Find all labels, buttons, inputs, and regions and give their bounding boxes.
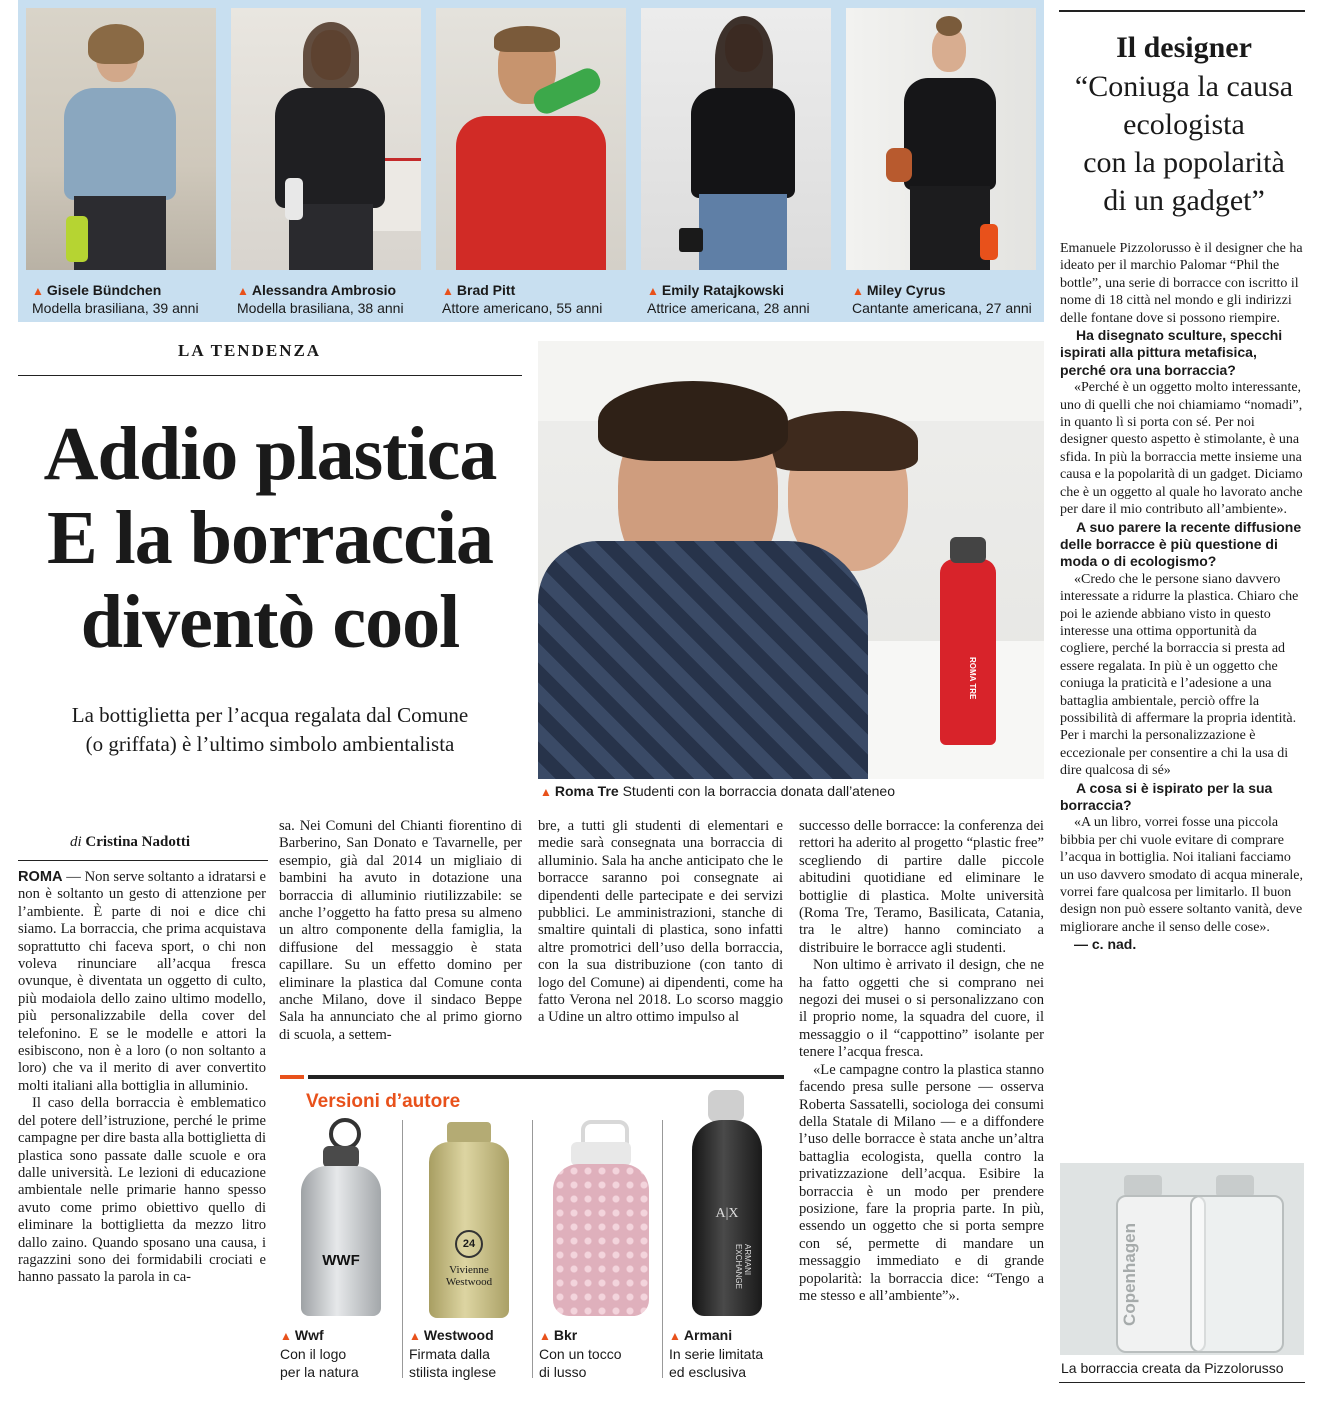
article-column-4 [799, 818, 1044, 1305]
caption-line: stilista inglese [409, 1364, 497, 1380]
subheadline [18, 701, 522, 759]
byline-prefix: di [70, 834, 82, 850]
celebrity-name: ▲ Gisele Bündchen [32, 282, 162, 298]
divider [18, 375, 522, 376]
celebrity-card [26, 8, 216, 316]
celebrity-photo [231, 8, 421, 270]
bottle-brand: Armani [683, 1327, 733, 1343]
bottle-mark: A|X [715, 1206, 739, 1221]
sidebar-title [1059, 68, 1309, 220]
divider [1059, 1382, 1305, 1383]
headline-line: diventò cool [80, 580, 460, 664]
triangle-icon: ▲ [669, 1329, 681, 1343]
caption-line: di lusso [539, 1364, 587, 1380]
article-column-2 [279, 818, 522, 1044]
celebrity-name: ▲ Alessandra Ambrosio [237, 282, 397, 298]
celebrity-description: Attore americano, 55 anni [442, 300, 603, 316]
triangle-icon: ▲ [539, 1329, 551, 1343]
bottle-caption [539, 1326, 659, 1381]
triangle-icon: ▲ [32, 284, 44, 298]
bottle-icon [940, 559, 996, 745]
bottle-mark: Vivienne Westwood [445, 1264, 493, 1288]
celebrity-name: ▲ Brad Pitt [442, 282, 516, 298]
bottle-westwood [407, 1112, 527, 1322]
celebrity-name: ▲ Emily Ratajkowski [647, 282, 785, 298]
interview-answer: «Perché è un oggetto molto interessante, uno di quelli che noi chiamiamo “nomadi”, in quanto lì si porta con sé. Per noi designer questo aspetto è stimolante, è una sfida. In più la borraccia mette insieme una causa e la popolarità di un gadget. Diciamo che è un oggetto al quale ho lavorato anche per dare il mio contributo all’ambiente». [1060, 380, 1303, 518]
dateline: ROMA [18, 869, 63, 885]
paragraph: Il caso della borraccia è emblematico del potere dell’istruzione, perché le prime campagne per dire basta alla bottiglietta di plastica sono passate dalle scuole e ora dalle università. Le lezioni di educazione ambientale nelle primarie hanno spesso avuto come primo obiettivo quello di eliminare la bottiglietta da mezzo litro dallo zaino. Quando sposano una causa, i ragazzini sono dei formidabili crociati e hanno passato la parola in ca- [18, 1095, 266, 1286]
headline [18, 412, 522, 664]
section-kicker: LA TENDENZA [178, 341, 322, 360]
bottle-brand: Bkr [553, 1327, 578, 1343]
caption-text: Studenti con la borraccia donata dall’ateneo [622, 783, 896, 799]
article-column-3 [538, 818, 783, 1027]
celebrity-card [641, 8, 831, 316]
celebrity-card [436, 8, 626, 316]
paragraph-text: — Non serve soltanto a idratarsi e non è soltanto un gesto di attenzione per l’ambiente. È parte di noi e dice chi siamo. La borraccia, che prima acquistava soprattutto chi faceva sport, o chi non voleva rinunciare all’acqua fresca ovunque, è diventata un oggetto di culto, più modaiola dello zaino ultimo modello, più personalizzabile della cover del telefonino. E se le modelle e attori la esibiscono, non è a loro (o non soltanto a loro) che va il merito di aver convertito molti italiani alla bottiglia in alluminio. [18, 869, 266, 1094]
paragraph: Non ultimo è arrivato il design, che ne ha fatto oggetti che si comprano nei negozi dei musei o si personalizzano con il proprio nome, la squadra del cuore, il messaggio o il “cappottino” isolante per tenere l’acqua fresca. [799, 957, 1044, 1061]
celebrity-strip [18, 0, 1044, 322]
divider [308, 1075, 784, 1079]
sidebar-title-line: “Coniuga la causa [1074, 70, 1294, 103]
bottle-caption [280, 1326, 398, 1381]
interview-answer: «Credo che le persone siano davvero interessate a ridurre la plastica. Chiaro che poi le aziende abbiano visto in questo interesse una ottima opportunità da cogliere, perché la borraccia si presta ad essere regalata. In più è un oggetto che coniuga la praticità e l’adesione a una battaglia ambientale, perciò offre la possibilità di affermare la propria identità. Per i marchi la personalizzazione è eccezionale per consentire a chi la usa di dire qualcosa di sé» [1060, 571, 1299, 779]
accent-bar [280, 1075, 304, 1079]
designer-bottle-photo [1060, 1163, 1304, 1355]
divider [1059, 10, 1305, 12]
paragraph: bre, a tutti gli studenti di elementari e medie sarà consegnata una borraccia di alluminio. Sala ha anche anticipato che le borracce saranno poi consegnate ai dipendenti delle partecipate e dei servizi pubblici. Le amministrazioni, stanche di smaltire quintali di plastica, sono infatti altre promotrici dell’uso della borraccia, con la sua distribuzione (con tanto di logo del Comune) ai dipendenti, come ha fatto Verona nel 2018. Lo scorso maggio a Udine un altro ottimo impulso al [538, 818, 783, 1026]
celebrity-photo [641, 8, 831, 270]
celebrity-card [846, 8, 1036, 316]
bottle-bkr [537, 1112, 657, 1322]
article-column-1 [18, 869, 266, 1287]
sidebar-kicker: Il designer [1116, 31, 1252, 64]
celebrity-photo [26, 8, 216, 270]
bottle-mark: Copenhagen [1120, 1223, 1139, 1326]
triangle-icon: ▲ [237, 284, 249, 298]
celebrity-description: Cantante americana, 27 anni [852, 300, 1032, 316]
bottle-mark: 24 [455, 1230, 483, 1258]
celebrity-name: ▲ Miley Cyrus [852, 282, 946, 298]
triangle-icon: ▲ [852, 284, 864, 298]
divider [532, 1120, 533, 1378]
headline-line: Addio plastica [43, 412, 497, 496]
sidebar-caption: La borraccia creata da Pizzolorusso [1061, 1360, 1284, 1376]
subheadline-line: La bottiglietta per l’acqua regalata dal Comune [71, 703, 469, 727]
caption-line: ed esclusiva [669, 1364, 747, 1380]
bottle-logo: ROMA TRE [968, 657, 977, 700]
divider [662, 1120, 663, 1378]
byline [70, 834, 190, 851]
celebrity-description: Attrice americana, 28 anni [647, 300, 810, 316]
interview-answer: «A un libro, vorrei fosse una piccola bibbia per chi vuole evitare di comprare l’acqua in bottiglia. Noi italiani facciamo un uso davvero smodato di acqua minerale, vorrei fare qualcosa per limitarlo. Il buon design non può essere soltanto vanità, deve migliorare anche il senso delle cose». [1060, 815, 1303, 935]
photo-caption [540, 783, 895, 799]
caption-label: Roma Tre [554, 783, 619, 799]
triangle-icon: ▲ [442, 284, 454, 298]
paragraph: successo delle borracce: la conferenza dei rettori ha aderito al progetto “plastic free” scegliendo di partire dalle piccole abitudini quotidiane ed eliminare le bottiglie di plastica. Molte università (Roma Tre, Teramo, Basilicata, Catania, tra le altre) hanno cominciato a distribuire le borracce agli studenti. [799, 818, 1044, 956]
bottle-wwf [283, 1112, 403, 1322]
bottle-brand: Wwf [294, 1327, 324, 1343]
celebrity-card [231, 8, 421, 316]
triangle-icon: ▲ [540, 785, 552, 799]
paragraph: sa. Nei Comuni del Chianti fiorentino di Barberino, San Donato e Tavarnelle, per esempio, già dal 2014 un migliaio di bambini ha avuto in dotazione una borraccia di alluminio riutilizzabile: se anche l’oggetto ha fatto presa su almeno un altro componente della famiglia, la diffusione del messaggio è stata capillare. Su un effetto domino per eliminare la plastica dal Comune conta anche Milano, dove il sindaco Beppe Sala ha annunciato che al primo giorno di scuola, a settem- [279, 818, 522, 1043]
main-photo [538, 341, 1044, 779]
celebrity-description: Modella brasiliana, 38 anni [237, 300, 404, 316]
bottle-mark: WWF [322, 1252, 360, 1269]
bottle-armani [668, 1112, 788, 1322]
sidebar-title-line: di un gadget” [1103, 184, 1265, 217]
bottle-caption [669, 1326, 789, 1381]
interview-question: Ha disegnato sculture, specchi ispirati alla pittura metafisica, perché ora una borraccia? [1060, 327, 1283, 378]
signature: — c. nad. [1074, 936, 1137, 953]
caption-line: Con un tocco [539, 1346, 622, 1362]
interview-question: A suo parere la recente diffusione delle borracce è più questione di moda o di ecologismo? [1060, 518, 1302, 570]
paragraph: «Le campagne contro la plastica stanno facendo presa sulle persone — osserva Roberta Sassatelli, sociologa dei consumi della Statale di Milano — e a diffondere l’uso delle borracce è stata anche un’altra battaglia ecologista, quella contro la privatizzazione dell’acqua. Esibire la borraccia è un modo per prendere posizione, fare la propria parte. In più, essendo un oggetto che si porta sempre con sé, permette di mandare un messaggio immediato e di grande popolarità: la borraccia dice: “Tengo a me stesso e all’ambiente”». [799, 1061, 1044, 1304]
triangle-icon: ▲ [280, 1329, 292, 1343]
bottle-caption [409, 1326, 529, 1381]
bottle-brand: Westwood [423, 1327, 494, 1343]
triangle-icon: ▲ [409, 1329, 421, 1343]
sidebar-intro: Emanuele Pizzolorusso è il designer che ha ideato per il marchio Palomar “Phil the bottle”, una serie di borracce con iscritto il nome di 18 città nel mondo e gli indirizzi delle fontane dove si possono riempire. [1060, 241, 1303, 326]
sidebar-title-line: ecologista [1123, 108, 1245, 141]
celebrity-photo [436, 8, 626, 270]
versions-title: Versioni d’autore [306, 1091, 461, 1112]
subheadline-line: (o griffata) è l’ultimo simbolo ambientalista [85, 732, 455, 756]
caption-line: In serie limitata [669, 1346, 764, 1362]
bottle-mark: ARMANI EXCHANGE [734, 1244, 752, 1289]
celebrity-photo [846, 8, 1036, 270]
caption-line: Con il logo [280, 1346, 347, 1362]
byline-name: Cristina Nadotti [85, 834, 191, 850]
paragraph [18, 869, 266, 1095]
celebrity-description: Modella brasiliana, 39 anni [32, 300, 199, 316]
caption-line: Firmata dalla [409, 1346, 490, 1362]
triangle-icon: ▲ [647, 284, 659, 298]
interview-question: A cosa si è ispirato per la sua borraccia? [1060, 779, 1273, 813]
divider [18, 860, 268, 861]
caption-line: per la natura [280, 1364, 359, 1380]
headline-line: E la borraccia [46, 496, 494, 580]
sidebar-interview [1060, 240, 1304, 954]
sidebar-title-line: con la popolarità [1083, 146, 1285, 179]
